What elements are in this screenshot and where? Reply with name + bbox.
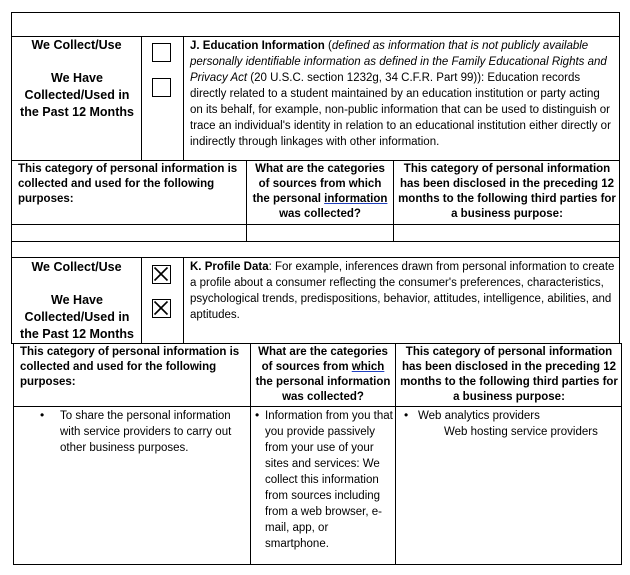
section-j-sources-header <box>250 162 390 222</box>
bullet-icon: • <box>255 408 260 422</box>
section-j-purposes-header: This category of personal information is collected and used for the following purposes: <box>18 163 238 205</box>
top-empty-row <box>11 12 620 37</box>
purpose-text: To share the personal information with service providers to carry out other business purposes. <box>60 410 232 454</box>
section-k-title: K. Profile Data <box>190 261 269 273</box>
section-j-collect-label: We Collect/Use <box>31 38 122 52</box>
section-j-divider-right <box>183 36 184 161</box>
section-k-sources-header-b: the personal information was collected? <box>255 376 391 403</box>
section-k-purposes-cell <box>40 408 245 456</box>
section-j-paren: ( <box>328 40 332 52</box>
third-party-text: Web analytics providers <box>418 410 540 422</box>
section-j-body: (20 U.S.C. section 1232g, 34 C.F.R. Part 99)): Education records directly related to a student maintained by an education institution or party acting on its behalf, for example, non-public information that can be used to distinguish or trace an individual's identity in relation to an educational institution either directly or indirectly through linkages with other information. <box>190 72 611 148</box>
section-k-past-checkbox[interactable] <box>152 299 171 318</box>
section-j-title: J. Education Information <box>190 40 325 52</box>
section-k-third-parties-header: This category of personal information has been disclosed in the preceding 12 months to the following third parties for a business purpose: <box>400 346 618 403</box>
section-j-third-parties-header: This category of personal information has been disclosed in the preceding 12 months to the following third parties for a business purpose: <box>398 163 616 220</box>
list-item <box>40 408 245 456</box>
section-j-sources-header-b: was collected? <box>279 208 361 220</box>
section-k-sources-cell <box>255 408 393 552</box>
section-k-collect-checkbox[interactable] <box>152 265 171 284</box>
section-j-past-label: We Have Collected/Used in the Past 12 Months <box>20 71 134 119</box>
section-j-table-vline-2 <box>393 160 394 242</box>
section-j-definition: defined as information that is not publicly available personally identifiable information as defined in the Family Educational Rights and Privacy Act <box>190 40 607 84</box>
section-k-table-vline-2 <box>395 343 396 565</box>
list-item <box>404 408 618 424</box>
section-k-collect-label: We Collect/Use <box>31 260 122 274</box>
section-k-divider-left <box>141 257 142 344</box>
section-k-table-vline-1 <box>250 343 251 565</box>
section-k-sources-header <box>254 345 392 405</box>
section-j-sources-header-a: What are the categories of sources from which the personal <box>252 163 385 205</box>
bullet-icon: • <box>404 408 409 422</box>
middle-empty-row <box>11 241 620 258</box>
section-k-table-hline <box>13 406 622 407</box>
section-j-collect-checkbox[interactable] <box>152 43 171 62</box>
section-k-description <box>190 259 615 323</box>
list-item <box>255 408 393 552</box>
section-j-divider-left <box>141 36 142 161</box>
third-party-extra-text: Web hosting service providers <box>444 426 598 438</box>
checkbox-x-icon <box>153 300 169 316</box>
section-k-divider-right <box>183 257 184 344</box>
section-k-sources-header-link: which <box>351 361 385 373</box>
section-j-sources-header-link: information <box>324 193 388 205</box>
section-j-description <box>190 38 615 150</box>
section-k-body: : For example, inferences drawn from personal information to create a profile about a consumer reflecting the consumer's preferences, characteristics, psychological trends, predispositions, behavior, attitudes, intelligence, abilities, and aptitudes. <box>190 261 615 321</box>
section-k-past-label: We Have Collected/Used in the Past 12 Months <box>20 293 134 341</box>
section-k-sources-header-a: What are the categories of sources from <box>258 346 388 373</box>
section-j-table-hline <box>11 224 620 225</box>
checkbox-x-icon <box>153 266 169 282</box>
source-text: Information from you that you provide passively from your use of your sites and services: We collect this information from sources including from a web browser, e-mail, app, or smartphone. <box>265 410 393 550</box>
section-j-past-checkbox[interactable] <box>152 78 171 97</box>
bullet-icon: • <box>40 408 45 422</box>
section-k-purposes-header: This category of personal information is collected and used for the following purposes: <box>20 346 240 388</box>
section-k-third-parties-cell <box>404 408 618 440</box>
section-j-table-vline-1 <box>246 160 247 242</box>
